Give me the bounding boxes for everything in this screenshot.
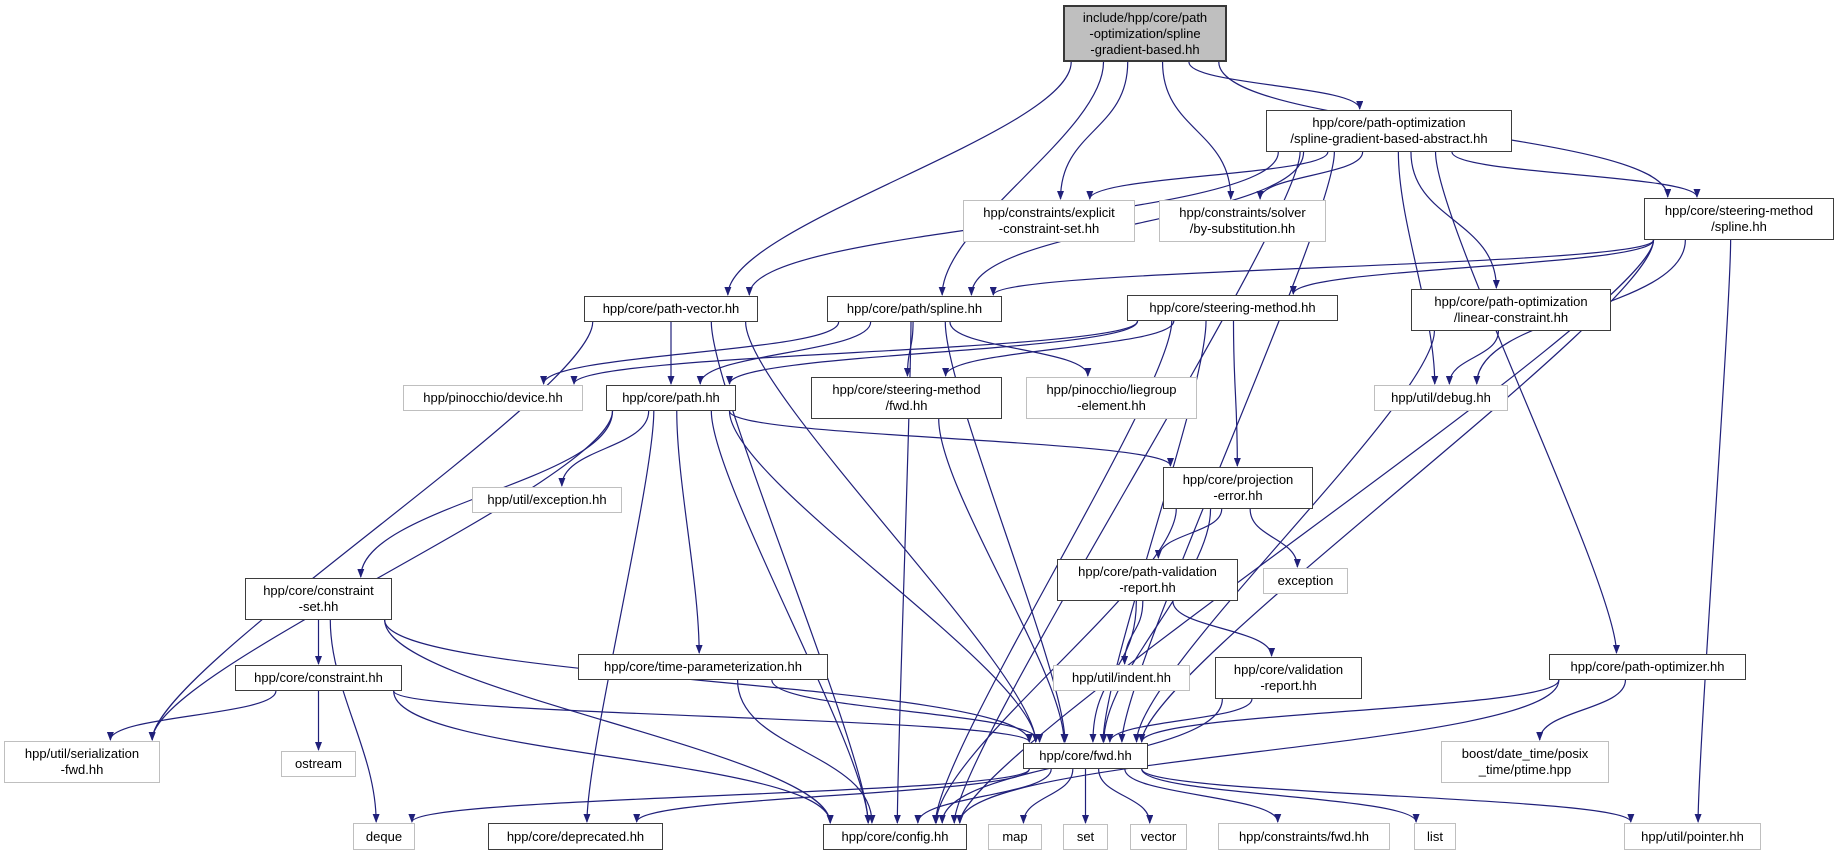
graph-node-set: [1063, 824, 1108, 850]
include-edge-constraint-set-to-deque: [330, 620, 376, 822]
include-edge-main-to-path-spline: [942, 62, 1103, 295]
include-edge-path-to-deprecated: [587, 411, 654, 822]
graph-node-label: vector: [1140, 829, 1177, 844]
graph-node-path[interactable]: [606, 385, 736, 411]
graph-node-map: [988, 824, 1042, 850]
graph-node-sm-spline[interactable]: [1644, 198, 1834, 240]
graph-node-list: [1414, 823, 1456, 850]
graph-node-label: -element.hh: [1077, 398, 1146, 413]
graph-node-debug: [1374, 385, 1508, 411]
include-edge-main-to-explicit-set: [1061, 62, 1128, 199]
graph-node-label: /spline-gradient-based-abstract.hh: [1290, 131, 1488, 146]
graph-node-label: hpp/util/pointer.hh: [1641, 828, 1744, 844]
include-edge-fwd-to-vector: [1099, 769, 1150, 823]
graph-node-label: boost/date_time/posix: [1461, 746, 1589, 761]
graph-node-label: set: [1076, 829, 1095, 844]
include-edge-fwd-to-map: [1023, 769, 1072, 823]
graph-node-label: hpp/pinocchio/liegroup: [1046, 382, 1177, 397]
graph-node-label: hpp/core/steering-method: [1664, 203, 1814, 218]
include-edge-path-to-projection-error: [730, 411, 1171, 466]
graph-node-label: -error.hh: [1213, 488, 1263, 503]
graph-node-label: hpp/core/steering-method.hh: [1149, 300, 1316, 315]
graph-node-label: -report.hh: [1119, 580, 1176, 595]
graph-node-label: _time/ptime.hpp: [1478, 762, 1572, 777]
graph-node-config[interactable]: [823, 824, 967, 850]
include-edge-sm-fwd-to-fwd: [939, 419, 1064, 742]
include-edge-constraint-set-to-fwd: [385, 620, 1030, 742]
include-edge-time-param-to-fwd: [772, 680, 1040, 742]
graph-node-label: hpp/constraints/fwd.hh: [1238, 828, 1370, 844]
graph-node-linear-constraint[interactable]: [1411, 289, 1611, 331]
graph-node-steering-method[interactable]: [1127, 295, 1338, 321]
graph-node-label: hpp/core/constraint.hh: [254, 670, 383, 685]
graph-node-util-exception: [472, 487, 622, 513]
graph-node-by-substitution: [1159, 200, 1326, 242]
graph-node-label: hpp/core/validation: [1233, 662, 1344, 677]
include-edge-sm-spline-to-pointer: [1698, 240, 1731, 822]
include-edge-path-to-config: [711, 411, 868, 823]
graph-node-label: ostream: [295, 756, 342, 771]
include-edge-sgb-abstract-to-linear-constraint: [1411, 152, 1496, 288]
include-edge-linear-constraint-to-debug: [1449, 331, 1498, 384]
graph-node-label: hpp/core/path-optimization: [1312, 115, 1466, 130]
graph-node-vector: [1130, 824, 1187, 850]
graph-node-indent: [1053, 665, 1190, 691]
graph-node-validation-report[interactable]: [1215, 657, 1362, 699]
include-edge-steering-method-to-projection-error: [1233, 321, 1237, 466]
graph-node-fwd[interactable]: [1023, 743, 1148, 769]
include-edge-projection-error-to-path-validation-report: [1158, 509, 1221, 558]
graph-node-label: list: [1427, 828, 1443, 844]
include-edge-path-optimizer-to-ptime: [1540, 680, 1626, 740]
graph-node-label: -gradient-based.hh: [1090, 41, 1200, 57]
graph-node-ostream: [281, 751, 356, 777]
graph-node-time-param[interactable]: [578, 654, 828, 680]
graph-node-label: -report.hh: [1260, 678, 1317, 693]
graph-node-explicit-set: [963, 200, 1135, 242]
graph-node-label: hpp/core/path-optimizer.hh: [1570, 659, 1725, 674]
include-edge-fwd-to-list: [1142, 769, 1416, 822]
include-edge-constraint-to-config: [394, 691, 831, 823]
include-edge-steering-method-to-device: [574, 321, 1138, 384]
graph-node-main: [1063, 5, 1227, 62]
graph-node-label: hpp/core/config.hh: [841, 829, 949, 844]
graph-node-label: hpp/core/path/spline.hh: [846, 301, 983, 316]
graph-node-constraint-set[interactable]: [245, 578, 392, 620]
include-edge-sgb-abstract-to-sm-spline: [1452, 152, 1697, 197]
include-edge-main-to-path-vector: [728, 62, 1071, 295]
include-edge-sm-spline-to-path-spline: [993, 240, 1653, 295]
include-edge-projection-error-to-std-exception: [1250, 509, 1297, 567]
graph-node-serialization-fwd: [4, 741, 160, 783]
graph-node-path-optimizer[interactable]: [1549, 654, 1746, 680]
graph-node-label: -fwd.hh: [60, 762, 104, 777]
include-edge-path-spline-to-device: [544, 322, 839, 384]
graph-node-label: -constraint-set.hh: [998, 221, 1100, 236]
graph-node-pointer: [1624, 823, 1761, 850]
graph-node-label: include/hpp/core/path: [1082, 9, 1208, 25]
graph-node-label: /fwd.hh: [885, 398, 928, 413]
graph-node-path-validation-report[interactable]: [1057, 559, 1238, 601]
graph-node-label: exception: [1277, 573, 1334, 588]
include-edge-path-to-fwd: [730, 411, 1036, 742]
include-edge-main-to-sgb-abstract: [1189, 62, 1360, 109]
graph-node-liegroup: [1026, 377, 1197, 419]
graph-node-std-exception: [1263, 568, 1348, 594]
include-edge-projection-error-to-fwd: [1104, 509, 1211, 742]
graph-node-constraints-fwd: [1218, 823, 1390, 850]
graph-node-label: -set.hh: [298, 599, 339, 614]
graph-node-label: deque: [365, 828, 403, 844]
graph-node-label: hpp/pinocchio/device.hh: [423, 390, 563, 405]
graph-node-label: hpp/core/projection: [1182, 472, 1294, 487]
include-edge-fwd-to-config: [918, 769, 1051, 823]
graph-node-label: hpp/core/path-validation: [1078, 564, 1217, 579]
include-edge-path-to-time-param: [677, 411, 699, 653]
graph-node-device: [403, 385, 583, 411]
graph-node-deprecated[interactable]: [488, 823, 663, 850]
include-edge-sgb-abstract-to-explicit-set: [1090, 152, 1328, 199]
graph-node-label: hpp/util/serialization: [24, 746, 140, 761]
graph-node-label: hpp/util/debug.hh: [1391, 390, 1491, 405]
include-edge-path-to-util-exception: [562, 411, 649, 486]
include-edge-main-to-by-substitution: [1163, 62, 1231, 199]
graph-node-label: hpp/constraints/explicit: [983, 205, 1115, 220]
graph-node-path-vector[interactable]: [584, 296, 758, 322]
include-edge-constraint-to-fwd: [394, 691, 1030, 742]
graph-node-label: hpp/core/path.hh: [622, 390, 720, 405]
graph-node-label: hpp/constraints/solver: [1179, 205, 1306, 220]
include-edge-path-validation-report-to-indent: [1125, 601, 1143, 664]
graph-node-label: /linear-constraint.hh: [1453, 310, 1569, 325]
graph-node-label: hpp/core/path-vector.hh: [602, 301, 740, 316]
graph-node-label: map: [1002, 829, 1028, 844]
graph-node-constraint[interactable]: [235, 665, 402, 691]
graph-node-label: /by-substitution.hh: [1189, 221, 1296, 236]
graph-node-deque: [353, 823, 415, 850]
graph-node-sm-fwd[interactable]: [811, 377, 1002, 419]
graph-node-label: hpp/core/constraint: [263, 583, 374, 598]
graph-node-projection-error[interactable]: [1163, 467, 1313, 509]
graph-node-label: hpp/core/time-parameterization.hh: [604, 659, 802, 674]
graph-node-ptime: [1441, 741, 1609, 783]
include-edge-constraint-to-serialization-fwd: [110, 691, 276, 740]
graph-node-label: -optimization/spline: [1089, 25, 1201, 41]
include-edge-sgb-abstract-to-by-substitution: [1260, 152, 1363, 199]
graph-node-label: hpp/core/deprecated.hh: [506, 828, 645, 844]
graph-node-label: hpp/util/indent.hh: [1071, 670, 1172, 685]
graph-node-label: /spline.hh: [1711, 219, 1767, 234]
include-edge-fwd-to-deprecated: [637, 769, 1030, 822]
graph-node-label: hpp/core/fwd.hh: [1039, 748, 1132, 763]
graph-node-label: hpp/core/path-optimization: [1434, 294, 1588, 309]
graph-node-label: hpp/util/exception.hh: [487, 492, 607, 507]
graph-node-path-spline[interactable]: [827, 296, 1002, 322]
graph-node-sgb-abstract[interactable]: [1266, 110, 1512, 152]
graph-node-label: hpp/core/steering-method: [832, 382, 981, 397]
